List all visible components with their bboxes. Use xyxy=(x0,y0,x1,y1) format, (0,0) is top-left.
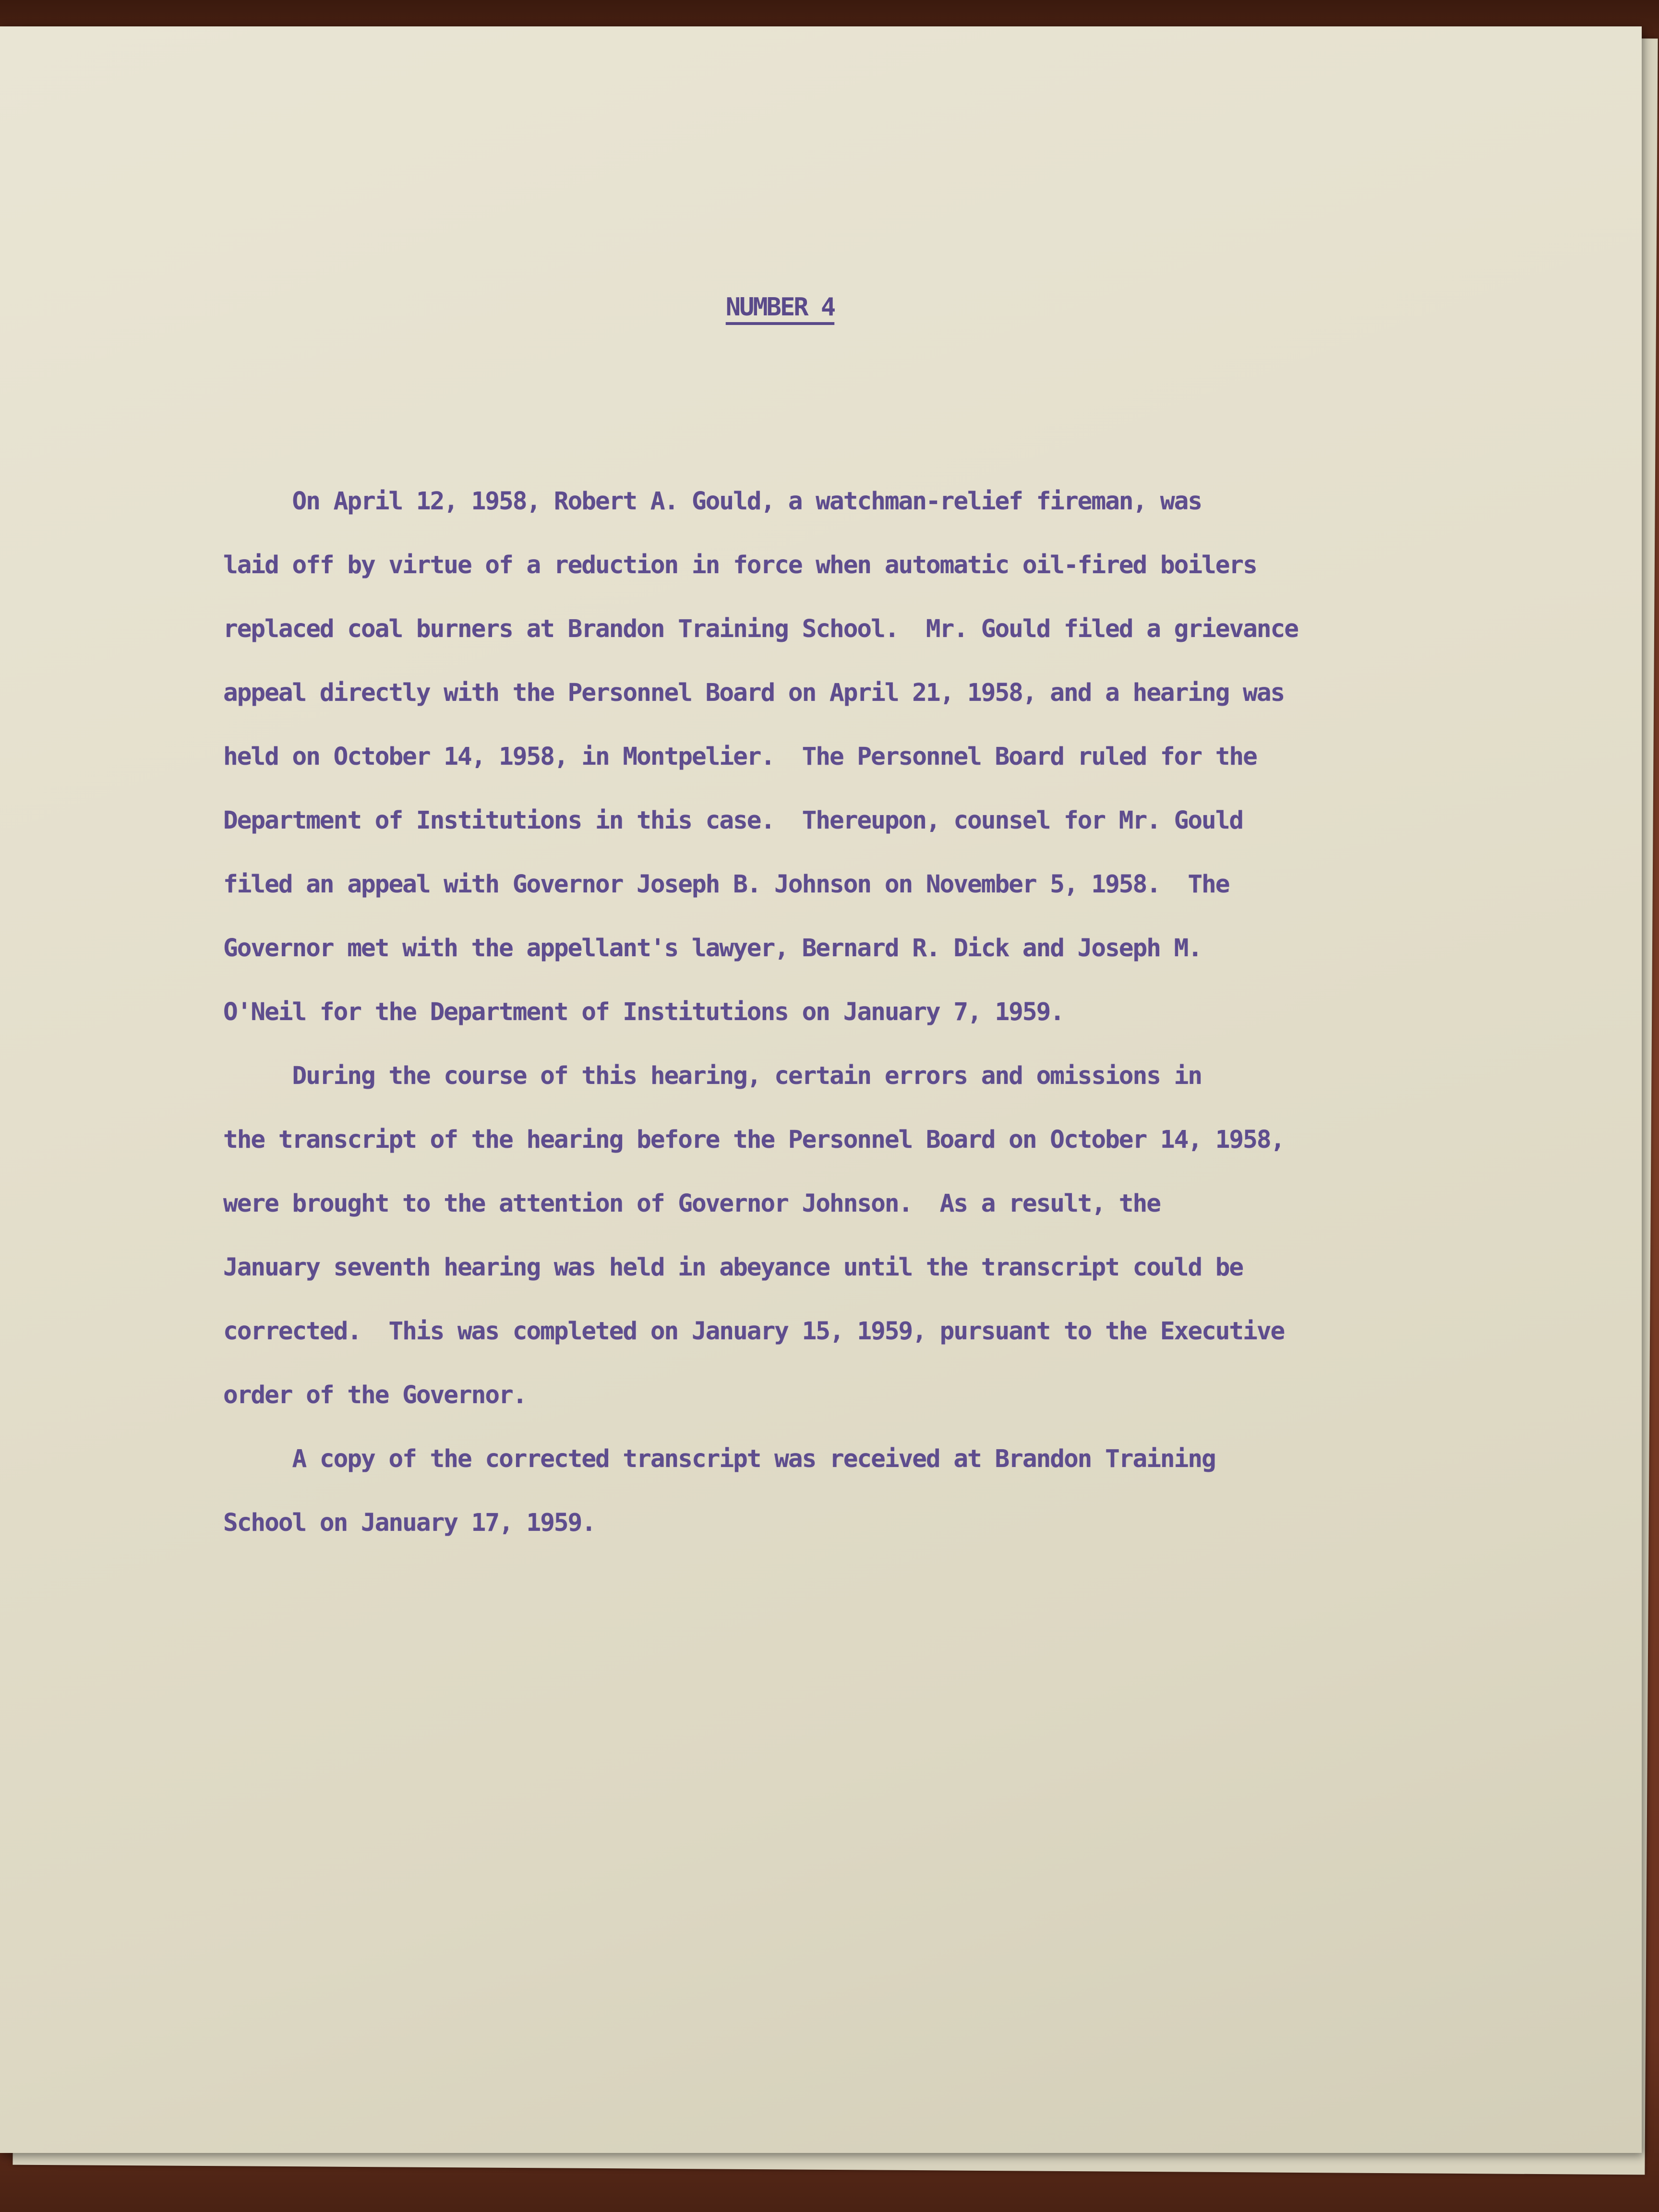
body-line: replaced coal burners at Brandon Training School. Mr. Gould filed a grievance xyxy=(223,615,1298,643)
body-line: During the course of this hearing, certain errors and omissions in xyxy=(223,1062,1202,1090)
body-line: laid off by virtue of a reduction in force when automatic oil-fired boilers xyxy=(223,551,1257,579)
body-line: O'Neil for the Department of Institutions on January 7, 1959. xyxy=(223,998,1064,1026)
body-line: Department of Institutions in this case. Thereupon, counsel for Mr. Gould xyxy=(223,806,1243,835)
body-line: corrected. This was completed on January 15, 1959, pursuant to the Executive xyxy=(223,1317,1285,1346)
body-line: appeal directly with the Personnel Board on April 21, 1958, and a hearing was xyxy=(223,679,1285,707)
document-title: NUMBER 4 xyxy=(725,293,835,322)
body-line: Governor met with the appellant's lawyer, Bernard R. Dick and Joseph M. xyxy=(223,934,1202,962)
body-line: were brought to the attention of Governor Johnson. As a result, the xyxy=(223,1190,1160,1218)
body-line: School on January 17, 1959. xyxy=(223,1509,596,1537)
body-line: filed an appeal with Governor Joseph B. Johnson on November 5, 1958. The xyxy=(223,870,1229,899)
body-line: A copy of the corrected transcript was received at Brandon Training xyxy=(223,1445,1215,1473)
bleed-through-text xyxy=(701,389,845,413)
document-page xyxy=(0,26,1642,2153)
body-line: the transcript of the hearing before the Personnel Board on October 14, 1958, xyxy=(223,1126,1285,1154)
document-body xyxy=(223,487,1519,1591)
body-line: January seventh hearing was held in abeyance until the transcript could be xyxy=(223,1253,1243,1282)
body-line: On April 12, 1958, Robert A. Gould, a watchman-relief fireman, was xyxy=(223,487,1202,516)
body-line: order of the Governor. xyxy=(223,1381,527,1409)
body-line: held on October 14, 1958, in Montpelier. The Personnel Board ruled for the xyxy=(223,743,1257,771)
